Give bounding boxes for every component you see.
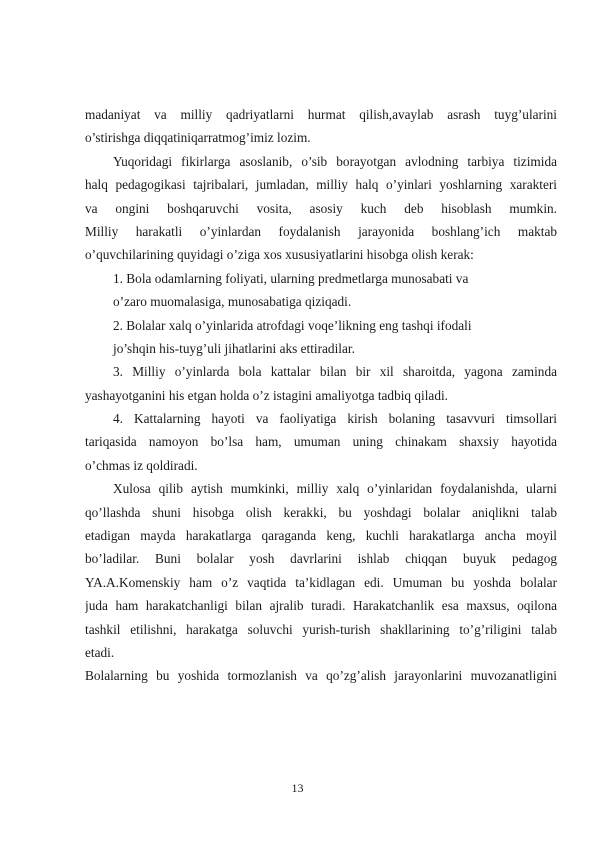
list-item-1: 1. Bola odamlarning foliyati, ularning predmetlarga munosabati va — [113, 270, 469, 286]
list-item-2: 2. Bolalar xalq o’yinlarida atrofdagi voqe’likning eng tashqi ifodali — [113, 317, 472, 333]
paragraph-first-line: Yuqoridagi fikirlarga asoslanib, o’sib borayotgan avlodning tarbiya tizimida — [113, 153, 557, 169]
text-line: etadigan mayda harakatlarga qaraganda keng, kuchli harakatlarga ancha moyil — [85, 528, 557, 544]
text-line: qo’llashda shuni hisobga olish kerakki, bu yoshdagi bolalar aniqlikni talab — [85, 504, 557, 520]
text-line: madaniyat va milliy qadriyatlarni hurmat qilish,avaylab asrash tuyg’ularini — [85, 107, 557, 122]
list-item-2-continuation: jo’shqin his-tuyg’uli jihatlarini aks ettiradilar. — [113, 340, 355, 356]
list-item-3: 3. Milliy o’yinlarda bola kattalar bilan bir xil sharoitda, yagona zaminda — [113, 364, 557, 380]
text-line: bo’ladilar. Buni bolalar yosh davrlarini ishlab chiqqan buyuk pedagog — [85, 551, 557, 567]
text-line: Milliy harakatli o’yinlardan foydalanish jarayonida boshlang’ich maktab — [85, 223, 557, 239]
list-item-4: 4. Kattalarning hayoti va faoliyatiga kirish bolaning tasavvuri timsollari — [113, 411, 557, 427]
text-line: halq pedagogikasi tajribalari, jumladan, milliy halq o’yinlari yoshlarning xarakteri — [85, 177, 557, 193]
text-line: o’chmas iz qoldiradi. — [85, 457, 198, 473]
list-item-1-continuation: o’zaro muomalasiga, munosabatiga qiziqadi. — [113, 294, 352, 310]
text-line: o’quvchilarining quyidagi o’ziga xos xususiyatlarini hisobga olish kerak: — [85, 247, 474, 263]
text-line: YA.A.Komenskiy ham o’z vaqtida ta’kidlagan edi. Umuman bu yoshda bolalar — [85, 574, 557, 590]
body-text — [85, 103, 557, 688]
text-line: yashayotganini his etgan holda o’z istagini amaliyotga tadbiq qiladi. — [85, 387, 448, 403]
text-line: juda ham harakatchanligi bilan ajralib turadi. Harakatchanlik esa maxsus, oqilona — [85, 598, 557, 614]
text-line: tariqasida namoyon bo’lsa ham, umuman uning chinakam shaxsiy hayotida — [85, 434, 557, 450]
text-line: etadi. — [85, 644, 115, 660]
text-line: tashkil etilishni, harakatga soluvchi yurish-turish shakllarining to’g’riligini talab — [85, 621, 557, 637]
page-number: 13 — [291, 781, 304, 795]
text-line: va ongini boshqaruvchi vosita, asosiy kuch deb hisoblash mumkin. — [85, 200, 557, 216]
paragraph-first-line: Xulosa qilib aytish mumkinki, milliy xalq o’yinlaridan foydalanishda, ularni — [113, 481, 557, 497]
text-line: Bolalarning bu yoshida tormozlanish va qo’zg’alish jarayonlarini muvozanatligini — [85, 668, 557, 684]
text-line: o’stirishga diqqatiniqarratmog’imiz lozim. — [85, 130, 311, 146]
